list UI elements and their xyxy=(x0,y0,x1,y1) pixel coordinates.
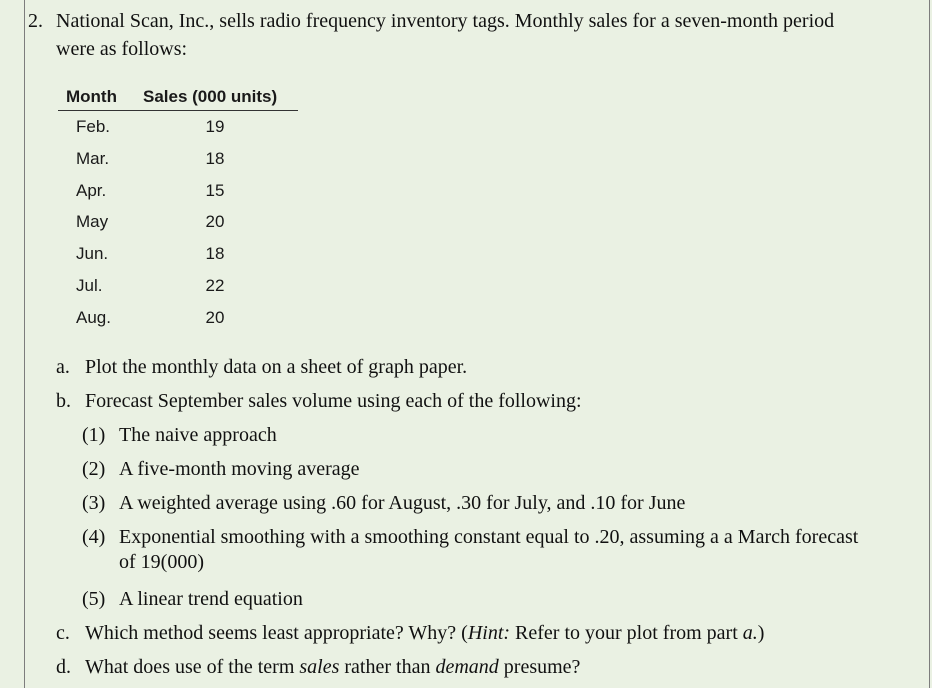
month-cell: May xyxy=(76,212,109,232)
table-header xyxy=(58,84,298,111)
column-header-month: Month xyxy=(66,87,117,106)
part-b1-label: (1) xyxy=(82,424,106,446)
part-b3-label: (3) xyxy=(82,492,106,514)
part-a-label: a. xyxy=(56,356,70,378)
part-b2-text: A five-month moving average xyxy=(119,458,360,480)
table-row xyxy=(58,270,298,302)
sales-cell: 18 xyxy=(205,148,225,168)
part-b2-label: (2) xyxy=(82,458,106,480)
table-row xyxy=(58,111,298,143)
column-header-sales: Sales (000 units) xyxy=(143,87,278,106)
part-c-text-pre: Which method seems least appropriate? Why? ( xyxy=(85,622,468,644)
sales-cell: 19 xyxy=(205,117,225,136)
sales-cell: 20 xyxy=(205,212,225,232)
problem-text-line-1: National Scan, Inc., sells radio frequency inventory tags. Monthly sales for a seven-month period xyxy=(56,10,835,32)
month-cell: Mar. xyxy=(76,148,110,168)
table-row xyxy=(58,143,298,175)
part-b3-text: A weighted average using .60 for August, .30 for July, and .10 for June xyxy=(119,492,686,514)
part-d-text-mid: rather than xyxy=(339,656,436,678)
problem-text-line-2: were as follows: xyxy=(56,38,188,60)
part-a-text: Plot the monthly data on a sheet of graph paper. xyxy=(85,356,468,378)
table-row xyxy=(58,238,298,270)
table-row xyxy=(58,302,298,334)
part-b-label: b. xyxy=(56,390,71,412)
part-b4-text-cont: of 19(000) xyxy=(119,551,204,573)
part-c-hint: Hint: xyxy=(467,622,511,644)
sales-table xyxy=(58,84,298,334)
table-row xyxy=(58,206,298,238)
part-d-term-demand: demand xyxy=(435,656,499,678)
part-d-text xyxy=(85,655,580,679)
part-c-label: c. xyxy=(56,622,70,644)
table-row xyxy=(58,175,298,207)
month-cell: Jun. xyxy=(76,244,109,264)
part-d-label: d. xyxy=(56,656,71,678)
sales-cell: 20 xyxy=(205,307,225,327)
part-b5-text: A linear trend equation xyxy=(119,588,303,610)
part-b4-text: Exponential smoothing with a smoothing constant equal to .20, assuming a a March forecast xyxy=(119,526,859,548)
part-d-term-sales: sales xyxy=(299,656,340,678)
month-cell: Feb. xyxy=(76,117,111,136)
part-c-text xyxy=(85,621,764,645)
part-c-part-ref: a. xyxy=(742,622,758,644)
part-b4-label: (4) xyxy=(82,526,106,548)
month-cell: Jul. xyxy=(76,275,103,295)
part-d-text-pre: What does use of the term xyxy=(85,656,300,678)
sales-cell: 22 xyxy=(205,275,225,295)
part-b5-label: (5) xyxy=(82,588,106,610)
sales-cell: 15 xyxy=(205,180,225,200)
month-cell: Apr. xyxy=(76,180,107,200)
part-d-text-post: presume? xyxy=(498,656,581,678)
problem-number: 2. xyxy=(28,10,43,32)
part-c-text-post: ) xyxy=(757,622,765,644)
sales-cell: 18 xyxy=(205,244,225,264)
month-cell: Aug. xyxy=(76,307,111,327)
part-b1-text: The naive approach xyxy=(119,424,277,446)
part-c-text-mid: Refer to your plot from part xyxy=(510,622,743,644)
part-b-text: Forecast September sales volume using each of the following: xyxy=(85,390,582,412)
